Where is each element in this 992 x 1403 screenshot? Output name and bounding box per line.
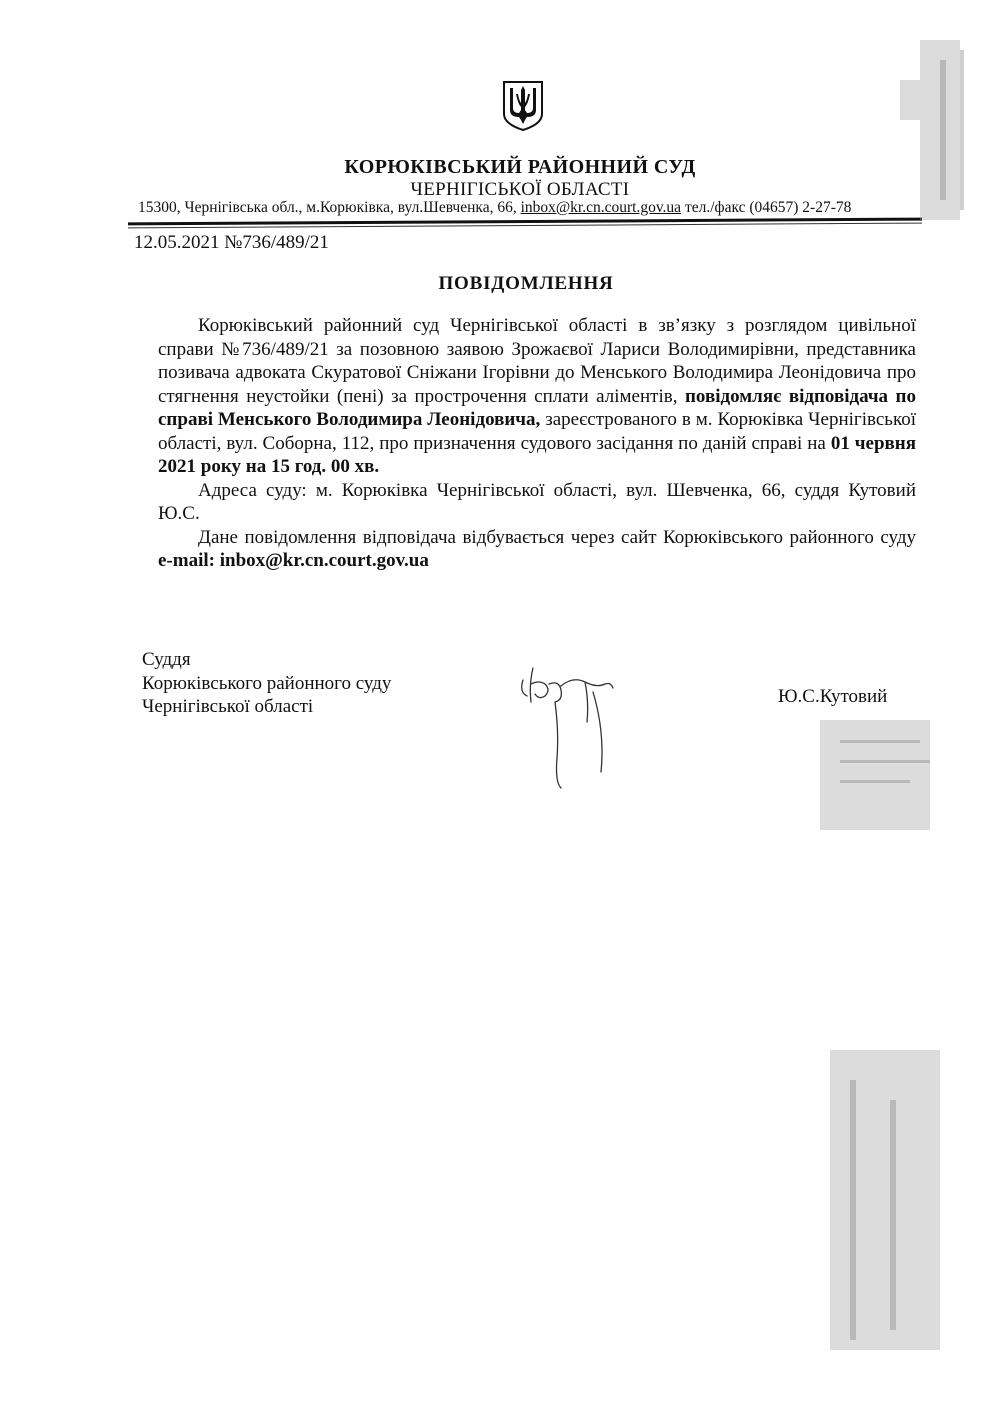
signature-court: Корюківського районного суду	[142, 672, 392, 694]
signature-block	[142, 648, 391, 719]
court-email-bold: e-mail: inbox@kr.cn.court.gov.ua	[158, 550, 429, 571]
judge-name: Ю.С.Кутовий	[778, 686, 888, 707]
court-name: КОРЮКІВСЬКИЙ РАЙОННИЙ СУД	[344, 156, 696, 178]
paragraph-notice	[158, 314, 916, 479]
signature-title: Суддя	[142, 649, 191, 670]
court-region: ЧЕРНІГІСЬКОЇ ОБЛАСТІ	[410, 179, 630, 200]
trident-emblem-icon	[501, 80, 545, 132]
court-address-line	[138, 199, 922, 217]
document-body	[158, 314, 916, 573]
paragraph-website	[158, 526, 916, 573]
notice-defendant: повідомляє відповідача по справі Менського Володимира Леонідовича,	[158, 385, 916, 430]
signature-region: Чернігівської області	[142, 696, 314, 717]
notice-text-1: Корюківський районний суд Чернігівської області в зв’язку з розглядом цивільної справи №736/489/21 за позовною заявою Зрожаєвої Лариси Володимирівни, представника позивача адвоката Скуратової Сніжани Ігорівни до Менського Володимира Леонідовича про стягнення неустойки (пені) за прострочення сплати аліментів,	[158, 315, 916, 407]
website-text: Дане повідомлення відповідача відбувається через сайт Корюківського районного суду	[198, 526, 916, 548]
notice-text-2: зареєстрованого в м. Корюківка Чернігівської області, вул. Соборна, 112, про призначення судового засідання по даній справі на	[158, 409, 916, 454]
court-phone: тел./факс (04657) 2-27-78	[681, 199, 852, 216]
court-address: 15300, Чернігівська обл., м.Корюківка, вул.Шевченка, 66,	[138, 199, 521, 216]
paragraph-court-address: Адреса суду: м. Корюківка Чернігівської області, вул. Шевченка, 66, суддя Кутовий Ю.С.	[158, 479, 916, 524]
document-title: ПОВІДОМЛЕННЯ	[438, 273, 614, 294]
court-email-link[interactable]: inbox@kr.cn.court.gov.ua	[520, 199, 682, 216]
registration-date-number: 12.05.2021 №736/489/21	[134, 232, 329, 253]
handwritten-signature	[515, 662, 635, 792]
hearing-datetime: 01 червня 2021 року на 15 год. 00 хв.	[158, 432, 917, 477]
